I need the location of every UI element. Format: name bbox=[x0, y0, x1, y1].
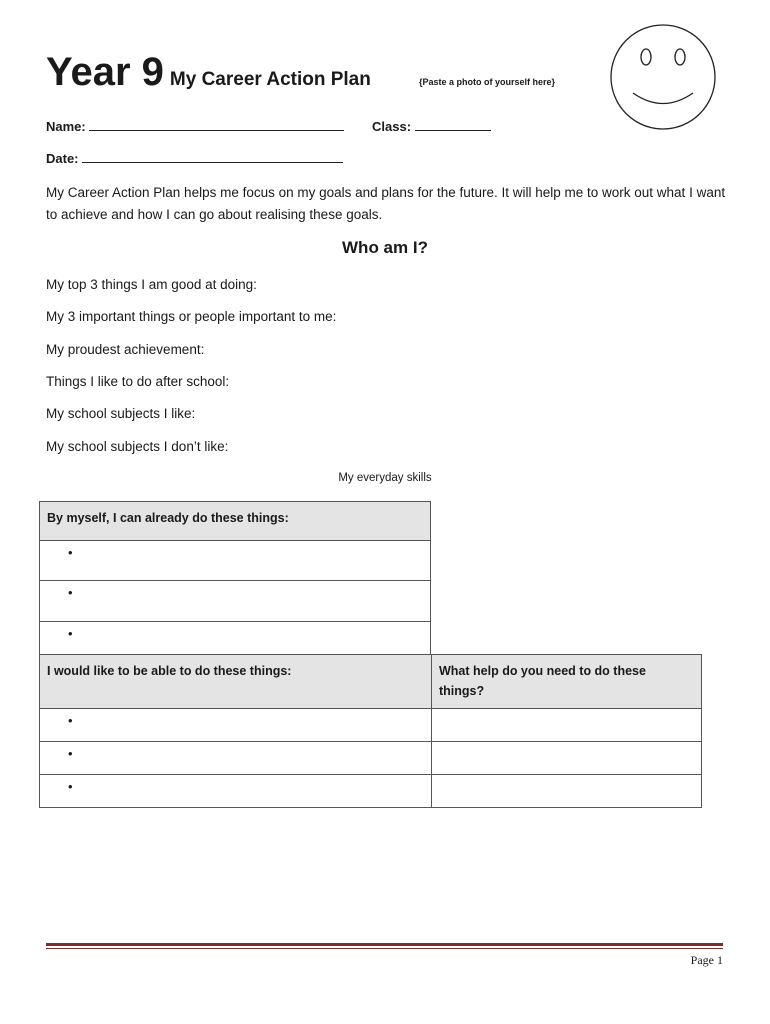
would-like-header: I would like to be able to do these things: bbox=[40, 655, 432, 709]
section-heading: Who am I? bbox=[342, 238, 428, 257]
date-field[interactable] bbox=[46, 151, 343, 166]
question-subjects-like: My school subjects I like: bbox=[46, 406, 196, 421]
name-field[interactable] bbox=[46, 119, 344, 134]
can-do-header: By myself, I can already do these things: bbox=[40, 502, 431, 541]
help-needed-cell[interactable] bbox=[432, 775, 702, 808]
page-title bbox=[46, 50, 371, 102]
would-like-row[interactable] bbox=[40, 742, 432, 775]
skills-caption: My everyday skills bbox=[338, 472, 432, 484]
date-label: Date: bbox=[46, 151, 79, 166]
name-label: Name: bbox=[46, 119, 86, 134]
bullet: • bbox=[68, 545, 73, 560]
can-do-row[interactable] bbox=[40, 541, 431, 581]
class-label: Class: bbox=[372, 119, 412, 134]
footer-divider-thin bbox=[46, 948, 723, 949]
question-important-people: My 3 important things or people important to me: bbox=[46, 309, 337, 324]
question-subjects-dislike: My school subjects I don’t like: bbox=[46, 439, 229, 454]
help-needed-cell[interactable] bbox=[432, 742, 702, 775]
bullet: • bbox=[68, 585, 73, 600]
question-good-at: My top 3 things I am good at doing: bbox=[46, 277, 257, 292]
year-title: Year 9 bbox=[46, 50, 164, 94]
bullet: • bbox=[68, 626, 73, 641]
skills-table-would-like bbox=[39, 654, 702, 808]
bullet: • bbox=[68, 746, 73, 761]
name-line[interactable] bbox=[89, 119, 344, 131]
skills-table-can-do bbox=[39, 501, 431, 655]
can-do-row[interactable] bbox=[40, 581, 431, 622]
help-needed-header: What help do you need to do these things? bbox=[432, 655, 702, 709]
smiley-face-icon bbox=[608, 22, 718, 132]
would-like-row[interactable] bbox=[40, 775, 432, 808]
question-after-school: Things I like to do after school: bbox=[46, 374, 230, 389]
class-line[interactable] bbox=[415, 119, 491, 131]
can-do-row[interactable] bbox=[40, 622, 431, 655]
question-proudest-achievement: My proudest achievement: bbox=[46, 342, 205, 357]
subtitle: My Career Action Plan bbox=[169, 69, 371, 90]
would-like-row[interactable] bbox=[40, 709, 432, 742]
footer-divider bbox=[46, 943, 723, 946]
bullet: • bbox=[68, 779, 73, 794]
bullet: • bbox=[68, 713, 73, 728]
class-field[interactable] bbox=[372, 119, 491, 134]
photo-placeholder-note: {Paste a photo of yourself here} bbox=[419, 77, 556, 87]
intro-paragraph: My Career Action Plan helps me focus on my goals and plans for the future. It will help me to work out what I want to achieve and how I can go about realising these goals. bbox=[46, 185, 726, 222]
help-needed-cell[interactable] bbox=[432, 709, 702, 742]
page-number: Page 1 bbox=[690, 953, 723, 967]
date-line[interactable] bbox=[82, 151, 343, 163]
